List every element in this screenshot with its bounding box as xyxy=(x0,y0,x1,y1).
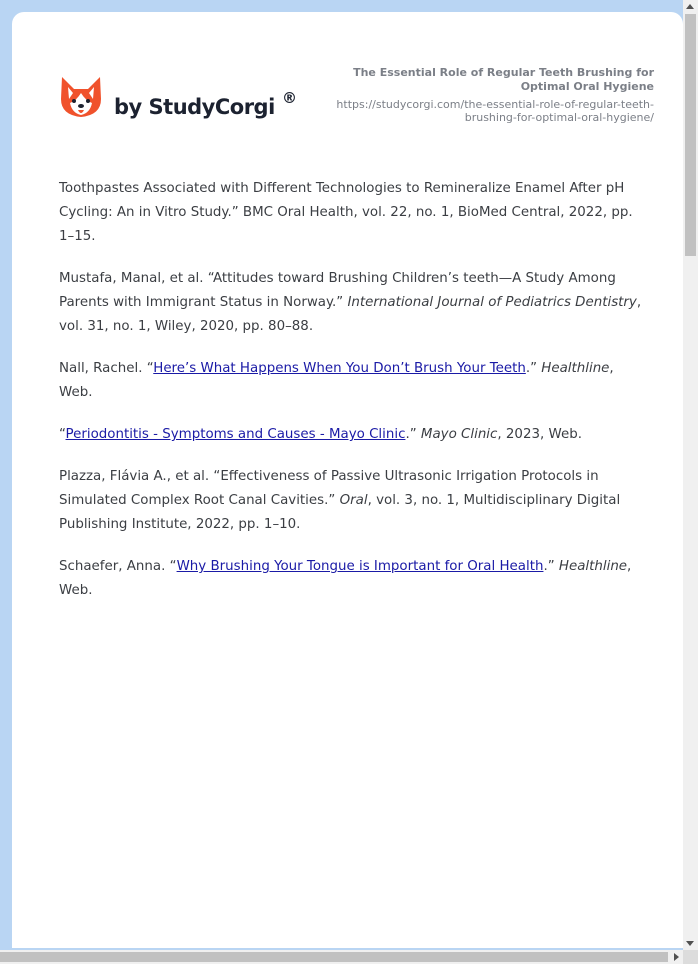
vertical-scroll-thumb[interactable] xyxy=(685,14,696,256)
corgi-logo-icon xyxy=(60,75,102,121)
references-list xyxy=(59,177,651,621)
reference-journal: Mayo Clinic xyxy=(420,427,498,442)
document-page xyxy=(12,12,683,948)
reference-details: , 2023, Web. xyxy=(497,427,582,442)
reference-text: .” xyxy=(405,427,421,442)
document-url: https://studycorgi.com/the-essential-role-of-regular-teeth-brushing-for-optimal-oral-hygiene/ xyxy=(336,98,654,124)
reference-journal: Healthline xyxy=(558,559,628,574)
reference-item xyxy=(59,423,651,447)
horizontal-scroll-thumb[interactable] xyxy=(0,952,668,962)
brand-name: by StudyCorgi xyxy=(114,95,275,119)
reference-text: .” xyxy=(543,559,559,574)
vertical-scrollbar[interactable] xyxy=(683,0,698,950)
reference-text: Toothpastes Associated with Different Technologies to Remineralize Enamel After pH Cycling: An in Vitro Study.” BMC Oral Health, vol. 22, no. 1, BioMed Central, 2022, pp. 1–15. xyxy=(59,181,633,244)
reference-journal: International Journal of Pediatrics Dentistry xyxy=(347,295,637,310)
reference-journal: Oral xyxy=(339,493,368,508)
reference-details: , Web. xyxy=(59,559,632,598)
reference-text: .” xyxy=(525,361,542,376)
reference-link[interactable]: Here’s What Happens When You Don’t Brush Your Teeth xyxy=(153,361,526,376)
reference-details: , vol. 31, no. 1, Wiley, 2020, pp. 80–88. xyxy=(59,295,642,334)
reference-item xyxy=(59,357,651,405)
reference-text: Mustafa, Manal, et al. “Attitudes toward Brushing Children’s teeth—A Study Among Parents with Immigrant Status in Norway.” xyxy=(59,271,616,310)
reference-item xyxy=(59,555,651,603)
registered-mark: ® xyxy=(282,89,297,107)
reference-text: Schaefer, Anna. “ xyxy=(59,559,177,574)
reference-text: “ xyxy=(59,427,66,442)
reference-item xyxy=(59,177,651,249)
reference-item xyxy=(59,465,651,537)
reference-details: , Web. xyxy=(59,361,614,400)
studycorgi-logo[interactable] xyxy=(60,75,305,139)
reference-text: Nall, Rachel. “ xyxy=(59,361,154,376)
reference-link[interactable]: Why Brushing Your Tongue is Important for Oral Health xyxy=(176,559,544,574)
scrollbar-corner xyxy=(683,950,698,964)
scroll-down-icon[interactable] xyxy=(686,941,694,946)
scroll-right-icon[interactable] xyxy=(674,953,679,961)
reference-text: Plazza, Flávia A., et al. “Effectiveness of Passive Ultrasonic Irrigation Protocols in Simulated Complex Root Canal Cavities.” xyxy=(59,469,599,508)
reference-item xyxy=(59,267,651,339)
reference-details: , vol. 3, no. 1, Multidisciplinary Digital Publishing Institute, 2022, pp. 1–10. xyxy=(59,493,621,532)
scroll-up-icon[interactable] xyxy=(686,4,694,9)
reference-journal: Healthline xyxy=(541,361,610,376)
horizontal-scrollbar[interactable] xyxy=(0,950,683,964)
document-title: The Essential Role of Regular Teeth Brushing for Optimal Oral Hygiene xyxy=(353,66,654,93)
reference-link[interactable]: Periodontitis - Symptoms and Causes - Mayo Clinic xyxy=(65,427,406,442)
